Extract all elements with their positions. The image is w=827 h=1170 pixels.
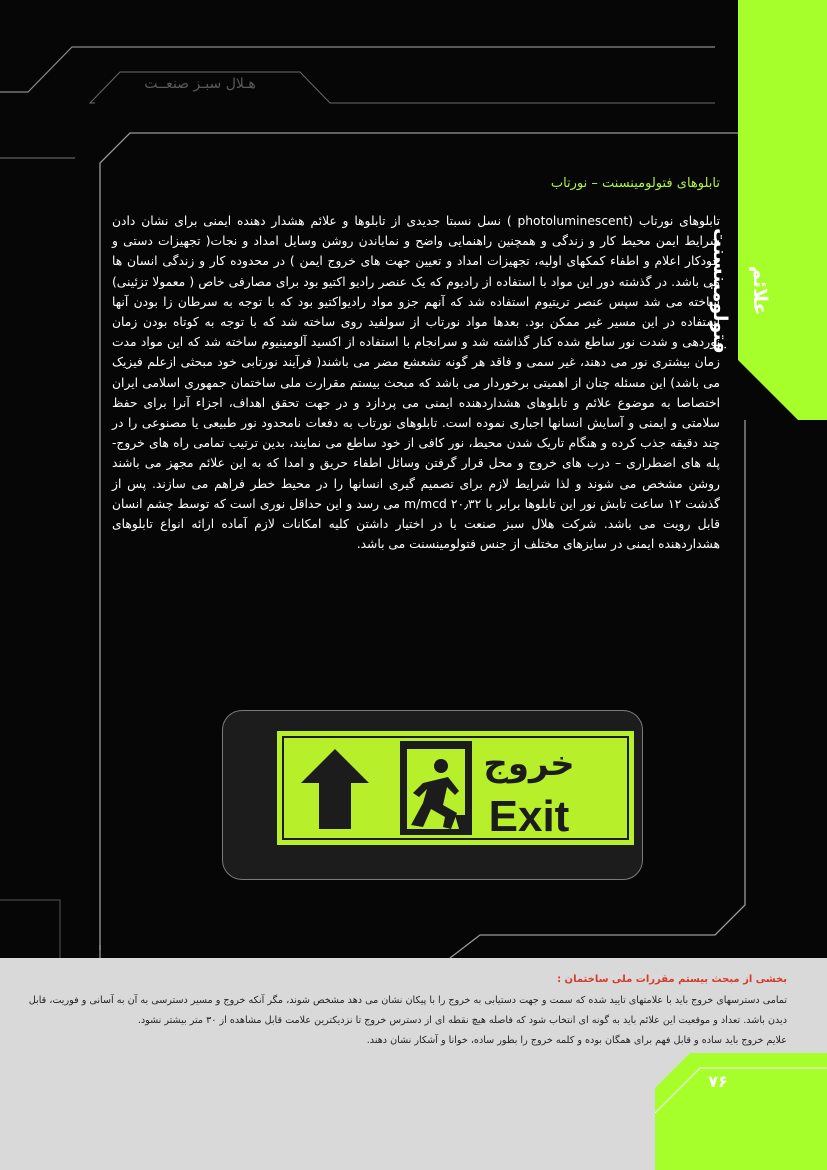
exit-sign (222, 710, 643, 880)
footer-heading: بخشی از مبحث بیستم مقررات ملی ساختمان : (557, 974, 787, 985)
footer-paragraph: تمامی دسترسهای خروج باید با علامتهای تایید شده که سمت و جهت دستیابی به خروج را با پیکان نشان می دهد مشخص شوند، مگر آنکه خروج و مسیر دسترسی به آن به آسانی و فوریت، قابل دیدن باشد. تعداد و موقعیت این علائم باید به گونه ای انتخاب شود که فاصله هیچ نقطه ای از دسترس خروج تا نزدیکترین علامت قابل مشاهده از ۳۰ متر بیشتر نشود. (28, 995, 787, 1026)
page-number: ۷۶ (708, 1072, 728, 1091)
header-brand: هـلال سبـز صنعــت (144, 76, 256, 92)
footer (0, 958, 827, 1170)
running-person-icon (400, 741, 472, 835)
side-tab-label: علائم فتولومینسنت (709, 228, 771, 354)
footer-paragraph: علایم خروج باید ساده و قابل فهم برای همگان بوده و کلمه خروج را بطور ساده، خوانا و آشکار نشان دهند. (366, 1035, 787, 1046)
exit-sign-persian: خروج (483, 744, 575, 784)
article (112, 170, 720, 554)
article-title: تابلوهای فتولومینسنت – نورتاب (550, 176, 720, 191)
exit-sign-english: Exit (488, 792, 570, 841)
footer-text (27, 974, 787, 1051)
article-body: تابلوهای نورتاب (photoluminescent ) نسل نسبتا جدیدی از تابلوها و علائم هشدار دهنده ایمنی برای نشان دادن شرایط ایمن محیط کار و زندگی و همچنین راهنمایی واضح و نمایاندن روشن وسایل امداد و نجات( تجهیزات دستی و خودکار اعلام و اطفاء کمکهای اولیه، تجهیزات امداد و تعیین جهت های خروج ایمن ) در محدوده کار و زندگی انسان ها می باشد. در گذشته دور این مواد با استفاده از رادیوم که یک عنصر رادیو اکتیو بود برای مصارفی خاص ( معمولا تزئینی) ساخته می شد سپس عنصر تریتیوم استفاده شد که آنهم جزو مواد رادیواکتیو بود که با توجه به سرطان زا بودن آنها استفاده در این مسیر غیر ممکن بود. بعدها مواد نورتاب از سولفید روی ساخته شد که با توجه به کوتاه بودن زمان نوردهی و شدت نور ساطع شده کنار گذاشته شد و سرانجام با استفاده از اکسید آلومینیوم ساخته شد که این مواد مدت زمان بیشتری نور می دهند، غیر سمی و فاقد هر گونه تشعشع مضر می باشند( فرآیند نورتابی خود مبحثی ازعلم فیزیک می باشد) این مسئله چنان از اهمیتی برخوردار می باشد که مبحث بیستم مقرارت ملی ساختمان جمهوری اسلامی ایران اختصاصا به موضوع علائم و تابلوهای هشداردهنده ایمنی می پردازد و در جهت تحقق اهداف، اجزاء آنرا برای حفظ سلامتی و ایمنی و آسایش انسانها اجباری نموده است. تابلوهای نورتاب به دفعات نامحدود نور طبیعی یا مصنوعی را در چند دقیقه جذب کرده و هنگام تاریک شدن محیط، نور کافی از خود ساطع می نمایند، بدین ترتیب تمامی راه های خروج- پله های اضطراری – درب های خروج و محل قرار گرفتن وسائل اطفاء حریق و امدا که به این علائم مجهز می باشند روشن مشخص می شوند و لذا شرایط لازم برای تصمیم گیری انسانها را در محیط خطر فراهم می سازند. پس از گذشت ۱۲ ساعت تابش نور این تابلوها برابر با m/mcd ۲۰٫۳۲ می رسد و این حداقل نوری است که توسط چشم انسان قابل رویت می باشد. شرکت هلال سبز صنعت با در اختیار داشتن کلیه امکانات لازم آماده ارائه انواع تابلوهای هشداردهنده ایمنی در سایزهای مختلف از جنس فتولومینسنت می باشد. (112, 214, 720, 552)
